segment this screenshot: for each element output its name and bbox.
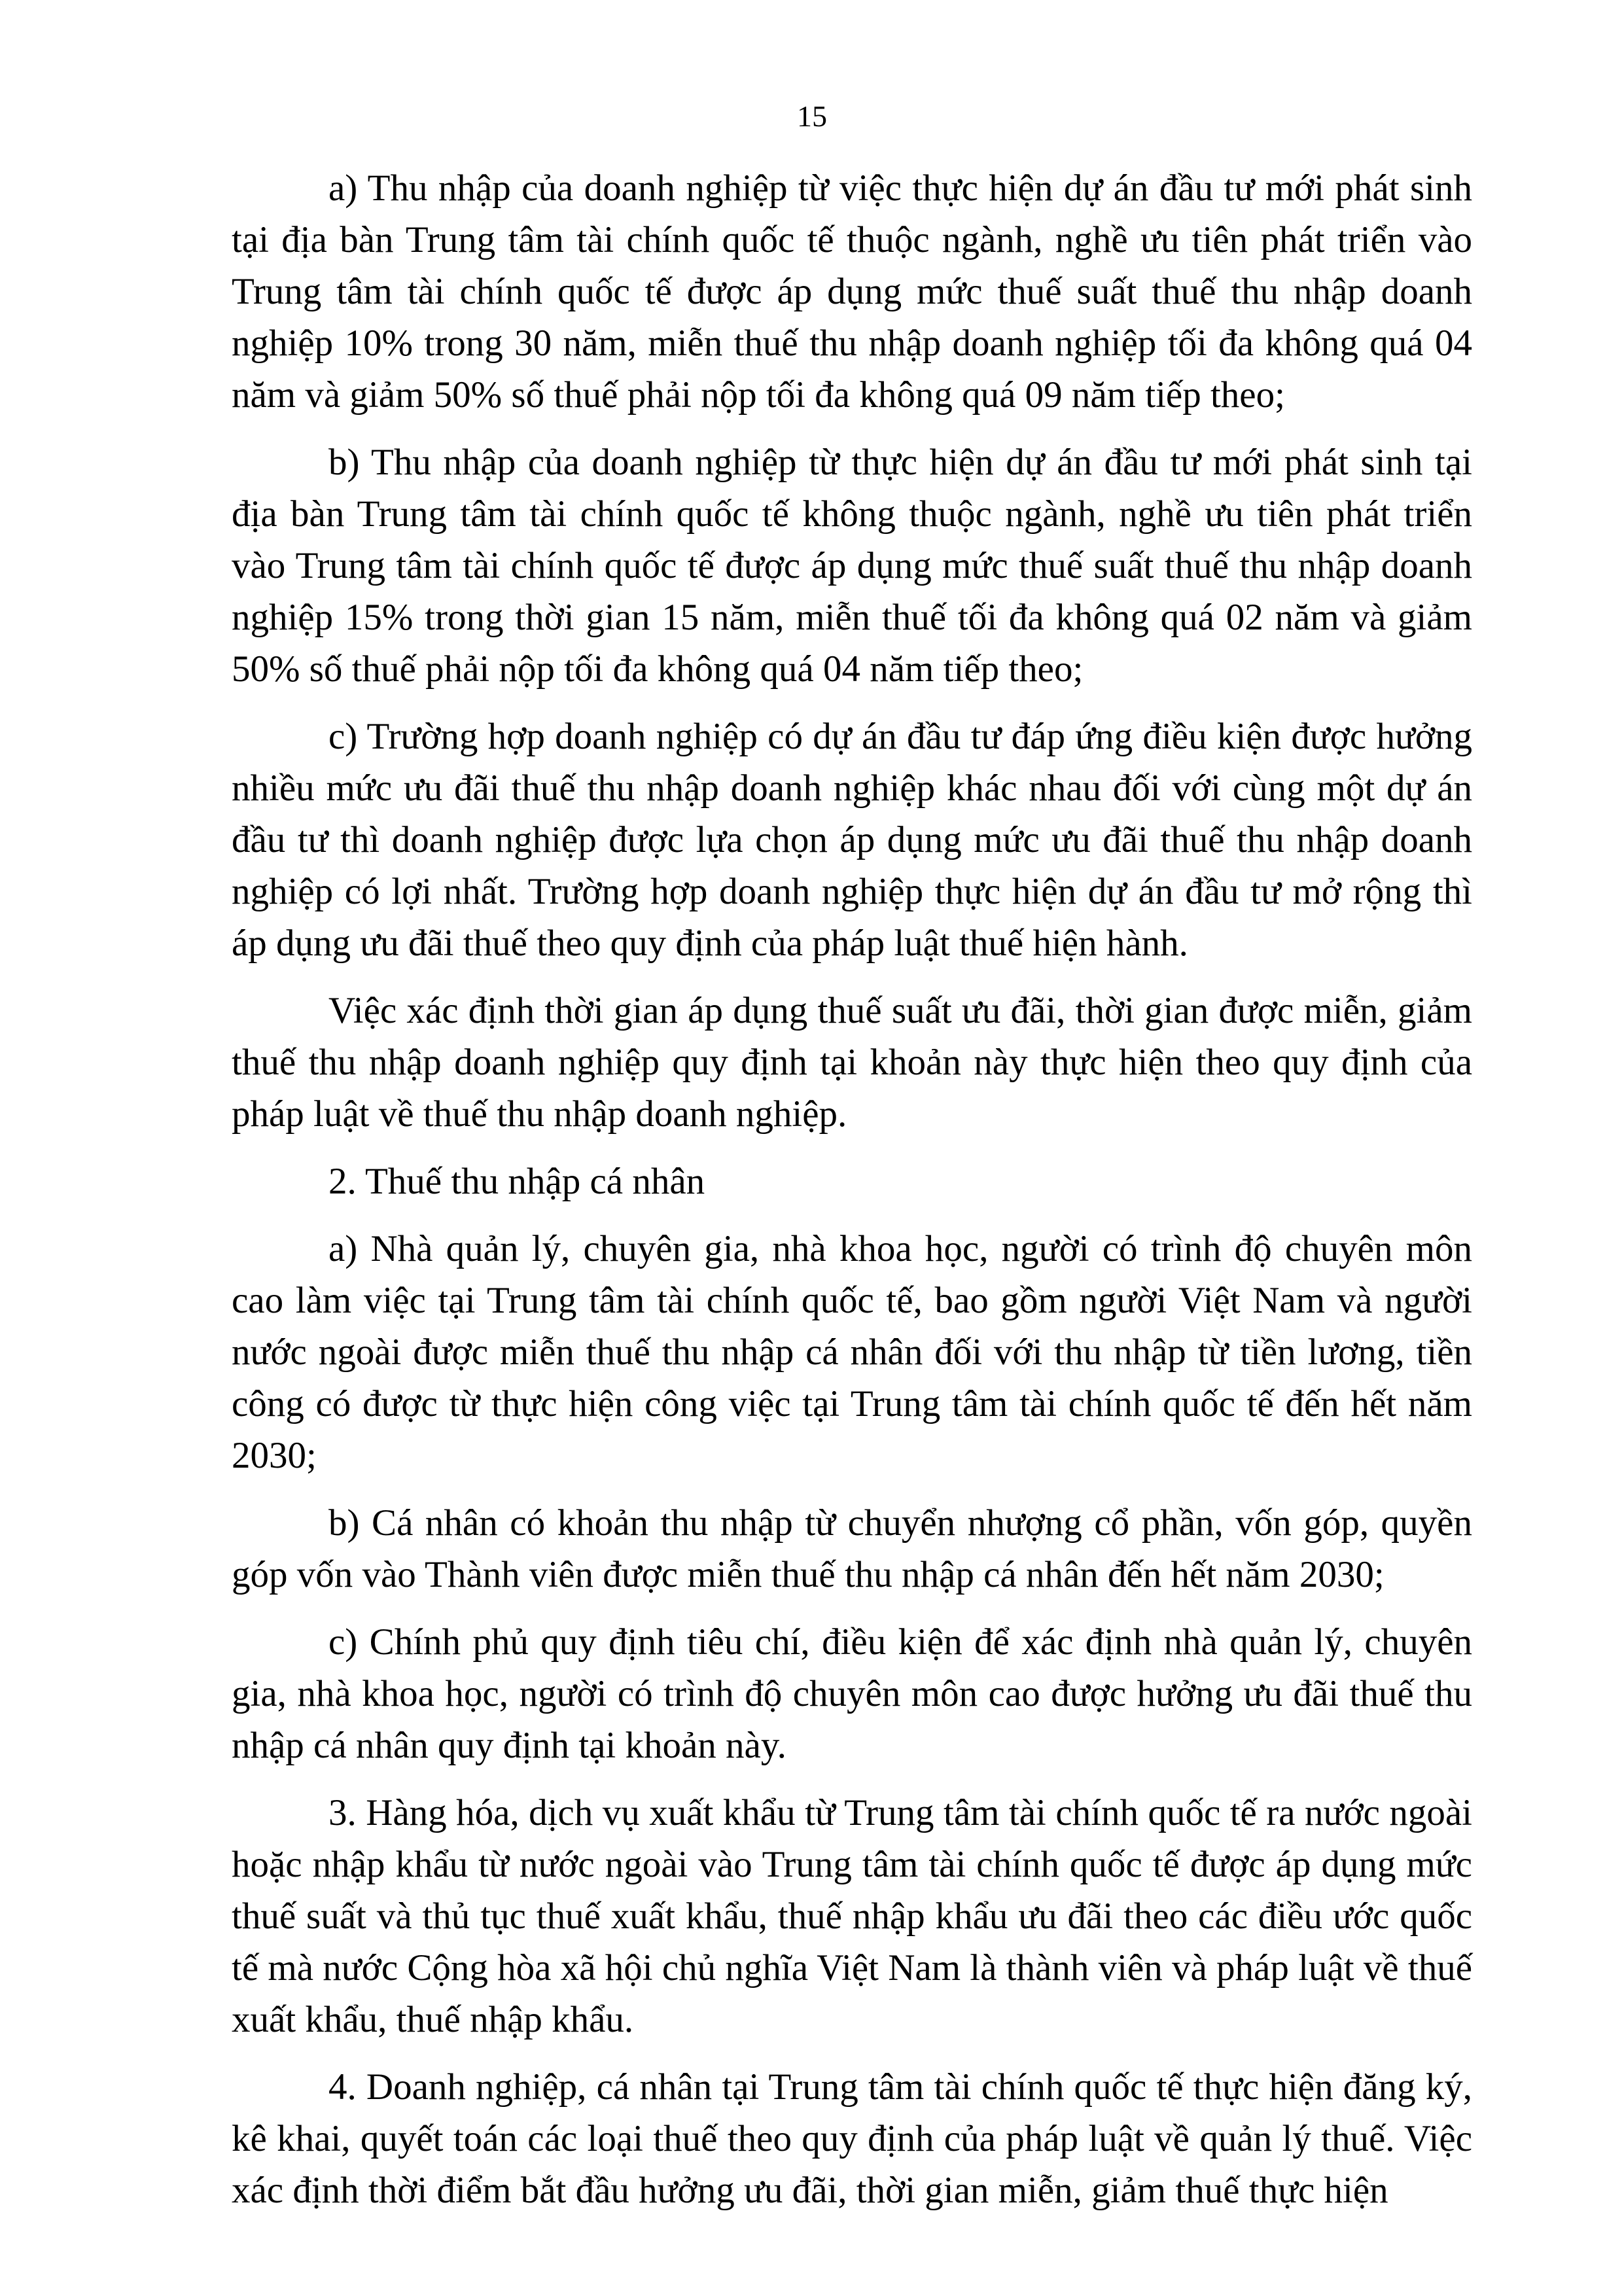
paragraph-2-heading-pit: 2. Thuế thu nhập cá nhân	[328, 1161, 705, 1202]
paragraph-4-tax-administration: 4. Doanh nghiệp, cá nhân tại Trung tâm tài chính quốc tế thực hiện đăng ký, kê khai, quyết toán các loại thuế theo quy định của pháp luật về quản lý thuế. Việc xác định thời điểm bắt đầu hưởng ưu đãi, thời gian miễn, giảm thuế thực hiện	[232, 2066, 1472, 2211]
paragraph-2c-pit-criteria: c) Chính phủ quy định tiêu chí, điều kiện để xác định nhà quản lý, chuyên gia, nhà khoa học, người có trình độ chuyên môn cao được hưởng ưu đãi thuế thu nhập cá nhân quy định tại khoản này.	[232, 1621, 1472, 1766]
paragraph-1a-cit-priority: a) Thu nhập của doanh nghiệp từ việc thực hiện dự án đầu tư mới phát sinh tại địa bàn Trung tâm tài chính quốc tế thuộc ngành, nghề ưu tiên phát triển vào Trung tâm tài chính quốc tế được áp dụng mức thuế suất thuế thu nhập doanh nghiệp 10% trong 30 năm, miễn thuế thu nhập doanh nghiệp tối đa không quá 04 năm và giảm 50% số thuế phải nộp tối đa không quá 09 năm tiếp theo;	[232, 168, 1472, 415]
paragraph-1c-cit-multiple-incentives: c) Trường hợp doanh nghiệp có dự án đầu tư đáp ứng điều kiện được hưởng nhiều mức ưu đãi thuế thu nhập doanh nghiệp khác nhau đối với cùng một dự án đầu tư thì doanh nghiệp được lựa chọn áp dụng mức ưu đãi thuế thu nhập doanh nghiệp có lợi nhất. Trường hợp doanh nghiệp thực hiện dự án đầu tư mở rộng thì áp dụng ưu đãi thuế theo quy định của pháp luật thuế hiện hành.	[232, 716, 1472, 964]
page-number: 15	[797, 99, 827, 133]
paragraph-3-import-export: 3. Hàng hóa, dịch vụ xuất khẩu từ Trung tâm tài chính quốc tế ra nước ngoài hoặc nhập khẩu từ nước ngoài vào Trung tâm tài chính quốc tế được áp dụng mức thuế suất và thủ tục thuế xuất khẩu, thuế nhập khẩu ưu đãi theo các điều ước quốc tế mà nước Cộng hòa xã hội chủ nghĩa Việt Nam là thành viên và pháp luật về thuế xuất khẩu, thuế nhập khẩu.	[232, 1792, 1472, 2040]
paragraph-2a-pit-experts: a) Nhà quản lý, chuyên gia, nhà khoa học, người có trình độ chuyên môn cao làm việc tại Trung tâm tài chính quốc tế, bao gồm người Việt Nam và người nước ngoài được miễn thuế thu nhập cá nhân đối với thu nhập từ tiền lương, tiền công có được từ thực hiện công việc tại Trung tâm tài chính quốc tế đến hết năm 2030;	[232, 1228, 1472, 1476]
paragraph-2b-pit-capital-transfer: b) Cá nhân có khoản thu nhập từ chuyển nhượng cổ phần, vốn góp, quyền góp vốn vào Thành viên được miễn thuế thu nhập cá nhân đến hết năm 2030;	[232, 1502, 1472, 1595]
document-body	[232, 162, 1472, 2232]
paragraph-1-cit-timing: Việc xác định thời gian áp dụng thuế suất ưu đãi, thời gian được miễn, giảm thuế thu nhập doanh nghiệp quy định tại khoản này thực hiện theo quy định của pháp luật về thuế thu nhập doanh nghiệp.	[232, 990, 1472, 1135]
paragraph-1b-cit-non-priority: b) Thu nhập của doanh nghiệp từ thực hiện dự án đầu tư mới phát sinh tại địa bàn Trung tâm tài chính quốc tế không thuộc ngành, nghề ưu tiên phát triển vào Trung tâm tài chính quốc tế được áp dụng mức thuế suất thuế thu nhập doanh nghiệp 15% trong thời gian 15 năm, miễn thuế tối đa không quá 02 năm và giảm 50% số thuế phải nộp tối đa không quá 04 năm tiếp theo;	[232, 442, 1472, 690]
